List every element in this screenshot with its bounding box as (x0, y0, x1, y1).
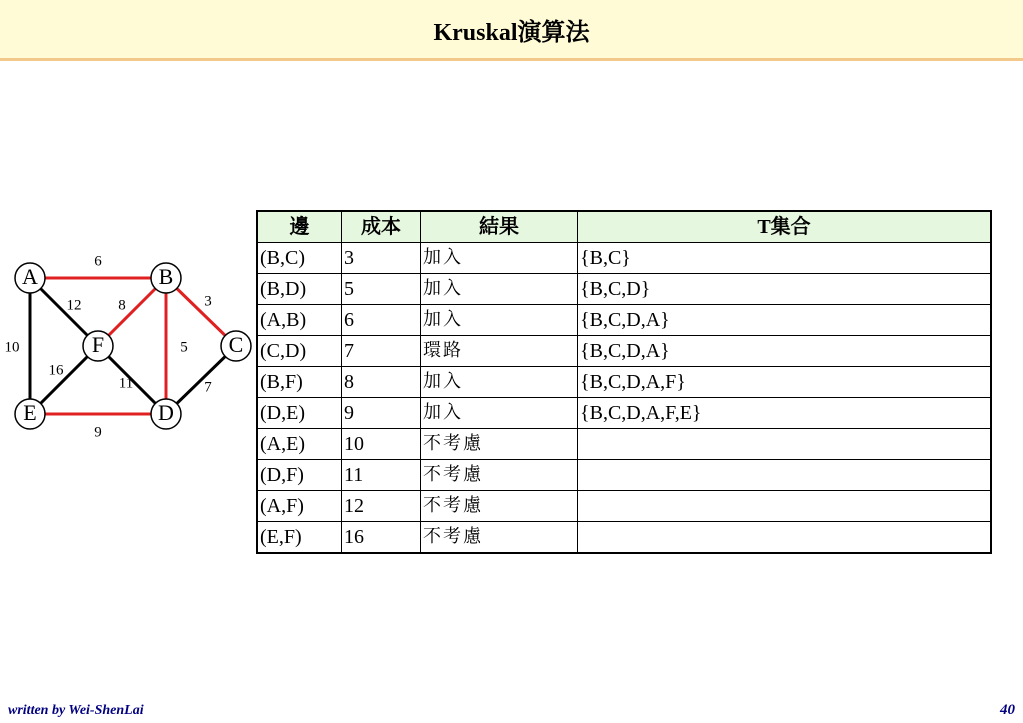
table-row (257, 398, 991, 429)
edge-weight-label: 10 (4, 339, 20, 356)
cell-cost: 12 (342, 491, 421, 522)
column-header-result: 結果 (421, 211, 578, 243)
cell-result: 加入 (421, 305, 578, 336)
cell-edge: (A,B) (257, 305, 342, 336)
footer-page-number: 40 (1000, 702, 1015, 718)
cell-result: 加入 (421, 367, 578, 398)
cell-edge: (B,C) (257, 243, 342, 274)
cell-edge: (C,D) (257, 336, 342, 367)
edge-weight-label: 8 (118, 297, 126, 314)
table-row (257, 429, 991, 460)
cell-result: 不考慮 (421, 522, 578, 554)
graph-nodes (15, 263, 251, 429)
cell-result: 環路 (421, 336, 578, 367)
cell-result: 加入 (421, 398, 578, 429)
cell-result: 不考慮 (421, 491, 578, 522)
edge-weight-label: 7 (204, 379, 212, 396)
table-row (257, 367, 991, 398)
column-header-edge: 邊 (257, 211, 342, 243)
cell-cost: 10 (342, 429, 421, 460)
table-row (257, 274, 991, 305)
column-header-cost: 成本 (342, 211, 421, 243)
edge-weight-label: 5 (180, 339, 188, 356)
footer-author: written by Wei-ShenLai (8, 703, 144, 718)
table-header-row (257, 211, 991, 243)
edge-weight-label: 6 (94, 253, 102, 270)
table-row (257, 460, 991, 491)
cell-cost: 8 (342, 367, 421, 398)
graph-diagram (0, 248, 260, 448)
cell-result: 不考慮 (421, 429, 578, 460)
cell-tree-set (578, 460, 992, 491)
cell-edge: (A,E) (257, 429, 342, 460)
edge-weight-label: 9 (94, 424, 102, 441)
cell-result: 加入 (421, 243, 578, 274)
cell-cost: 6 (342, 305, 421, 336)
cell-cost: 9 (342, 398, 421, 429)
kruskal-table (256, 210, 992, 554)
node-label: A (22, 264, 38, 290)
edge-weight-label: 3 (204, 293, 212, 310)
table-row (257, 522, 991, 554)
title-bar (0, 0, 1023, 61)
cell-tree-set: {B,C,D,A,F} (578, 367, 992, 398)
cell-edge: (D,F) (257, 460, 342, 491)
cell-edge: (B,F) (257, 367, 342, 398)
cell-tree-set (578, 429, 992, 460)
cell-edge: (B,D) (257, 274, 342, 305)
cell-result: 加入 (421, 274, 578, 305)
node-label: C (228, 332, 244, 358)
cell-edge: (D,E) (257, 398, 342, 429)
table-row (257, 305, 991, 336)
cell-tree-set: {B,C,D} (578, 274, 992, 305)
cell-tree-set (578, 491, 992, 522)
node-label: D (158, 400, 174, 426)
table-body (257, 243, 991, 554)
page-title: Kruskal演算法 (433, 19, 590, 46)
column-header-tree-set: T集合 (578, 211, 992, 243)
node-label: B (158, 264, 174, 290)
table-row (257, 243, 991, 274)
node-label: E (23, 400, 37, 426)
edge-weight-label: 16 (48, 362, 64, 379)
cell-tree-set: {B,C,D,A} (578, 305, 992, 336)
cell-cost: 3 (342, 243, 421, 274)
cell-edge: (E,F) (257, 522, 342, 554)
table-row (257, 336, 991, 367)
node-label: F (91, 332, 105, 358)
cell-tree-set: {B,C,D,A,F,E} (578, 398, 992, 429)
cell-cost: 11 (342, 460, 421, 491)
table-row (257, 491, 991, 522)
edge-weight-label: 11 (118, 375, 134, 392)
cell-cost: 7 (342, 336, 421, 367)
cell-tree-set: {B,C,D,A} (578, 336, 992, 367)
cell-edge: (A,F) (257, 491, 342, 522)
edge-weight-label: 12 (66, 297, 82, 314)
cell-tree-set: {B,C} (578, 243, 992, 274)
cell-cost: 5 (342, 274, 421, 305)
cell-result: 不考慮 (421, 460, 578, 491)
cell-cost: 16 (342, 522, 421, 554)
cell-tree-set (578, 522, 992, 554)
